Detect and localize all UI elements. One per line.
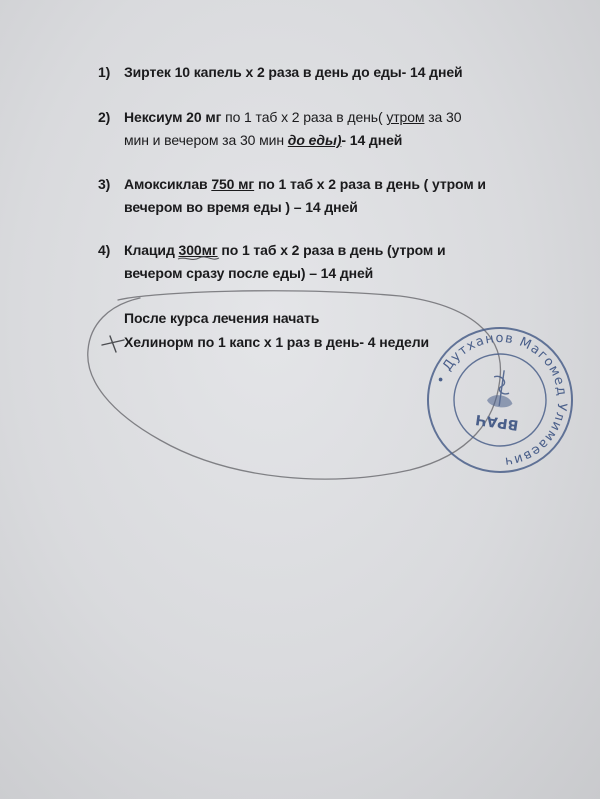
underlined-dose: 750 мг	[211, 176, 255, 192]
emphasis-text: до еды)	[287, 132, 342, 148]
dosage-text: вечером во время еды ) – 14 дней	[124, 199, 358, 215]
drug-name: Нексиум 20 мг	[124, 109, 222, 125]
drug-name: Клацид	[124, 242, 179, 258]
dosage-text: мин и вечером за 30 мин	[124, 132, 288, 148]
item-number: 1)	[98, 64, 111, 80]
dosage-text-continued: за 30	[424, 109, 462, 125]
underlined-text: утром	[386, 109, 425, 125]
stamp-ring-text: • Дутханов Магомед Улимаевич	[433, 330, 570, 469]
dosage-text: по 1 таб х 2 раза в день ( утром и	[254, 176, 486, 192]
dosage-text: по 1 таб х 2 раза в день(	[221, 109, 387, 125]
pencil-underline-squiggle	[178, 257, 219, 260]
heading-text: После курса лечения начать	[124, 310, 320, 326]
dosage-text: вечером сразу после еды) – 14 дней	[124, 265, 374, 281]
underlined-dose: 300мг	[178, 242, 218, 258]
stamp-center-text: ВРАЧ	[474, 410, 520, 433]
drug-name: Амоксиклав	[124, 176, 212, 192]
item-number: 3)	[98, 176, 111, 192]
pencil-ellipse	[88, 291, 501, 479]
instruction-text: Хелинорм по 1 капс х 1 раз в день- 4 недели	[124, 334, 430, 350]
item-number: 4)	[98, 242, 111, 258]
item-text: Зиртек 10 капель х 2 раза в день до еды- 14 дней	[124, 64, 463, 80]
item-number: 2)	[98, 109, 111, 125]
medical-emblem-icon	[487, 369, 516, 408]
doctor-stamp	[419, 319, 582, 482]
dosage-text: по 1 таб х 2 раза в день (утром и	[217, 242, 446, 258]
pencil-arrow-mark	[102, 336, 124, 352]
duration-text: - 14 дней	[341, 132, 403, 148]
